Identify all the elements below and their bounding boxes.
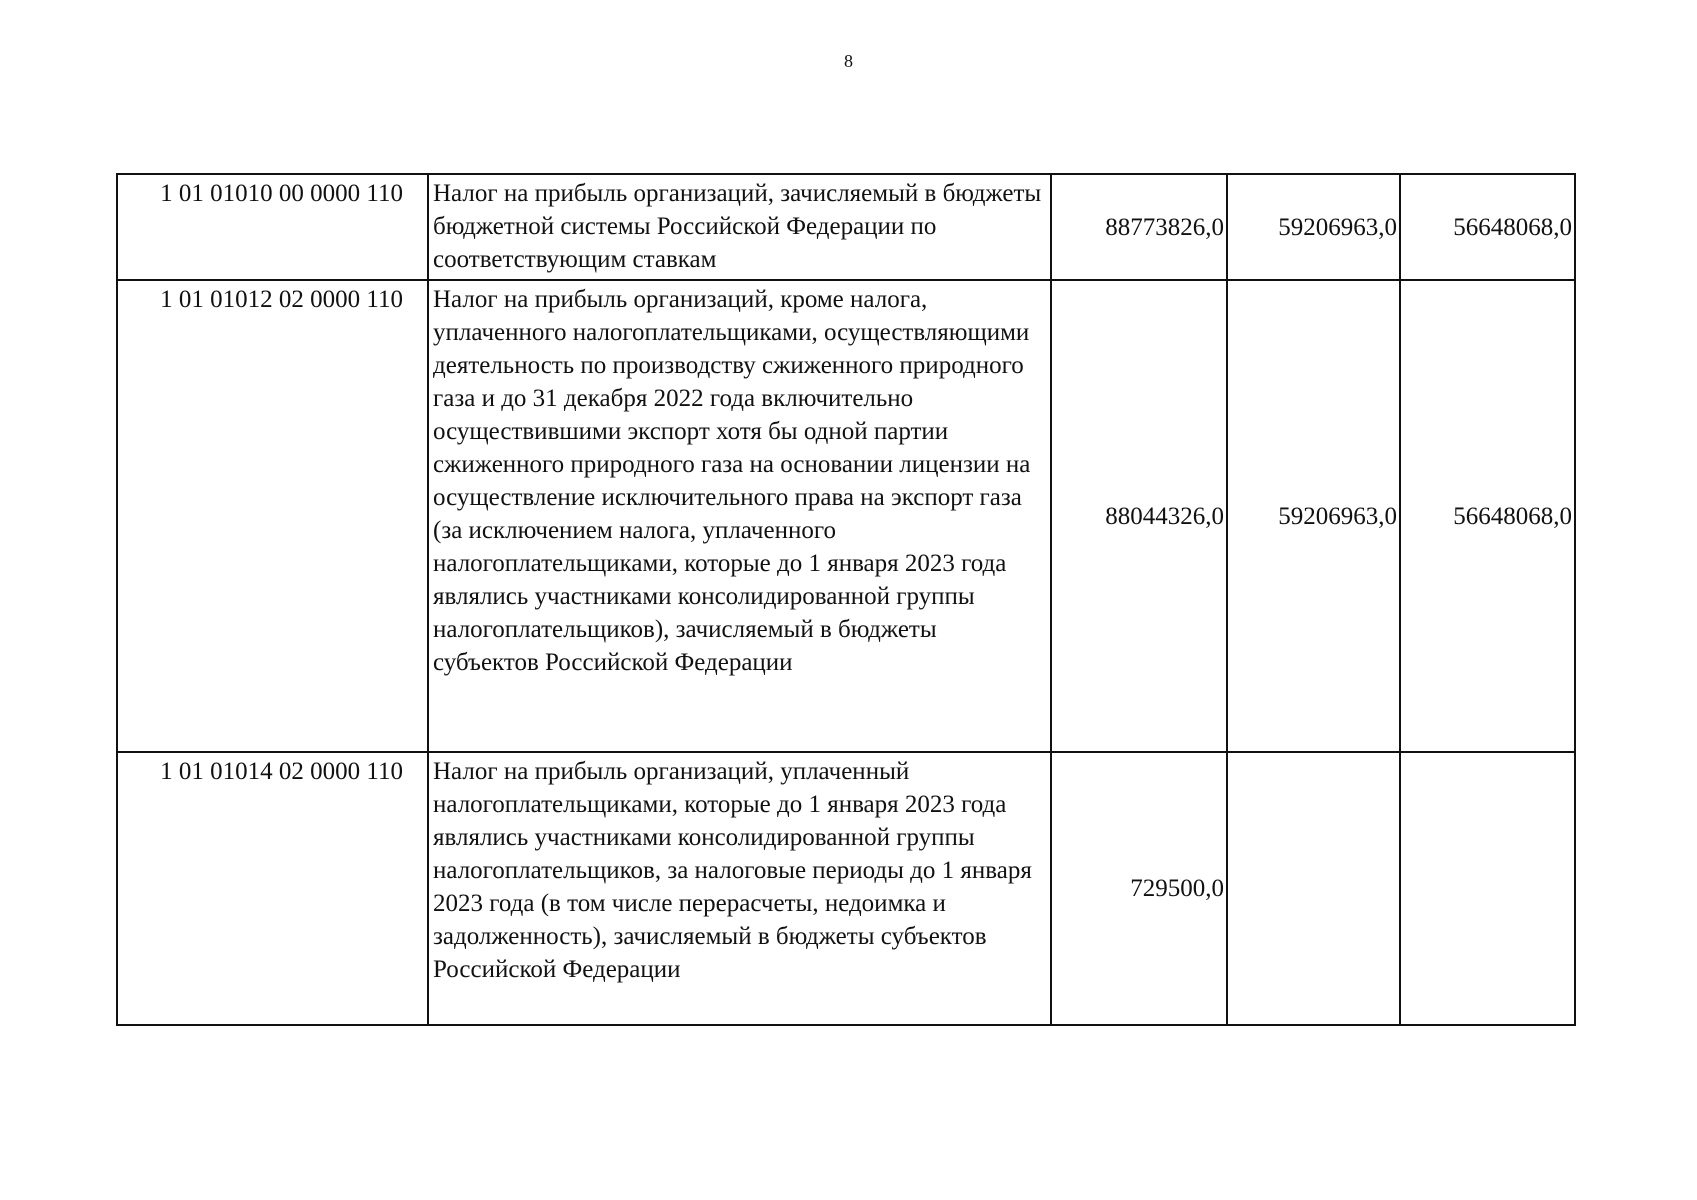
budget-code-cell: 1 01 01014 02 0000 110 — [117, 752, 428, 1025]
budget-revenue-table — [116, 173, 1576, 1026]
value-cell-1: 88044326,0 — [1051, 280, 1227, 752]
value-cell-3: 56648068,0 — [1400, 280, 1575, 752]
value-cell-3 — [1400, 752, 1575, 1025]
budget-code-cell: 1 01 01012 02 0000 110 — [117, 280, 428, 752]
value-cell-1: 88773826,0 — [1051, 174, 1227, 280]
table-row — [117, 280, 1575, 752]
value-cell-2 — [1227, 752, 1400, 1025]
description-cell: Налог на прибыль организаций, уплаченный налогоплательщиками, которые до 1 января 2023 года являлись участниками консолидированной группы налогоплательщиков, за налоговые периоды до 1 января 2023 года (в том числе перерасчеты, недоимка и задолженность), зачисляемый в бюджеты субъектов Российской Федерации — [428, 752, 1051, 1025]
budget-code-cell: 1 01 01010 00 0000 110 — [117, 174, 428, 280]
table-row — [117, 752, 1575, 1025]
value-cell-2: 59206963,0 — [1227, 280, 1400, 752]
value-cell-2: 59206963,0 — [1227, 174, 1400, 280]
value-cell-3: 56648068,0 — [1400, 174, 1575, 280]
description-cell: Налог на прибыль организаций, зачисляемый в бюджеты бюджетной системы Российской Федерации по соответствующим ставкам — [428, 174, 1051, 280]
page-number: 8 — [844, 51, 853, 71]
description-cell: Налог на прибыль организаций, кроме налога, уплаченного налогоплательщиками, осуществляющими деятельность по производству сжиженного природного газа и до 31 декабря 2022 года включительно осуществившими экспорт хотя бы одной партии сжиженного природного газа на основании лицензии на осуществление исключительного права на экспорт газа (за исключением налога, уплаченного налогоплательщиками, которые до 1 января 2023 года являлись участниками консолидированной группы налогоплательщиков), зачисляемый в бюджеты субъектов Российской Федерации — [428, 280, 1051, 752]
table-row — [117, 174, 1575, 280]
value-cell-1: 729500,0 — [1051, 752, 1227, 1025]
